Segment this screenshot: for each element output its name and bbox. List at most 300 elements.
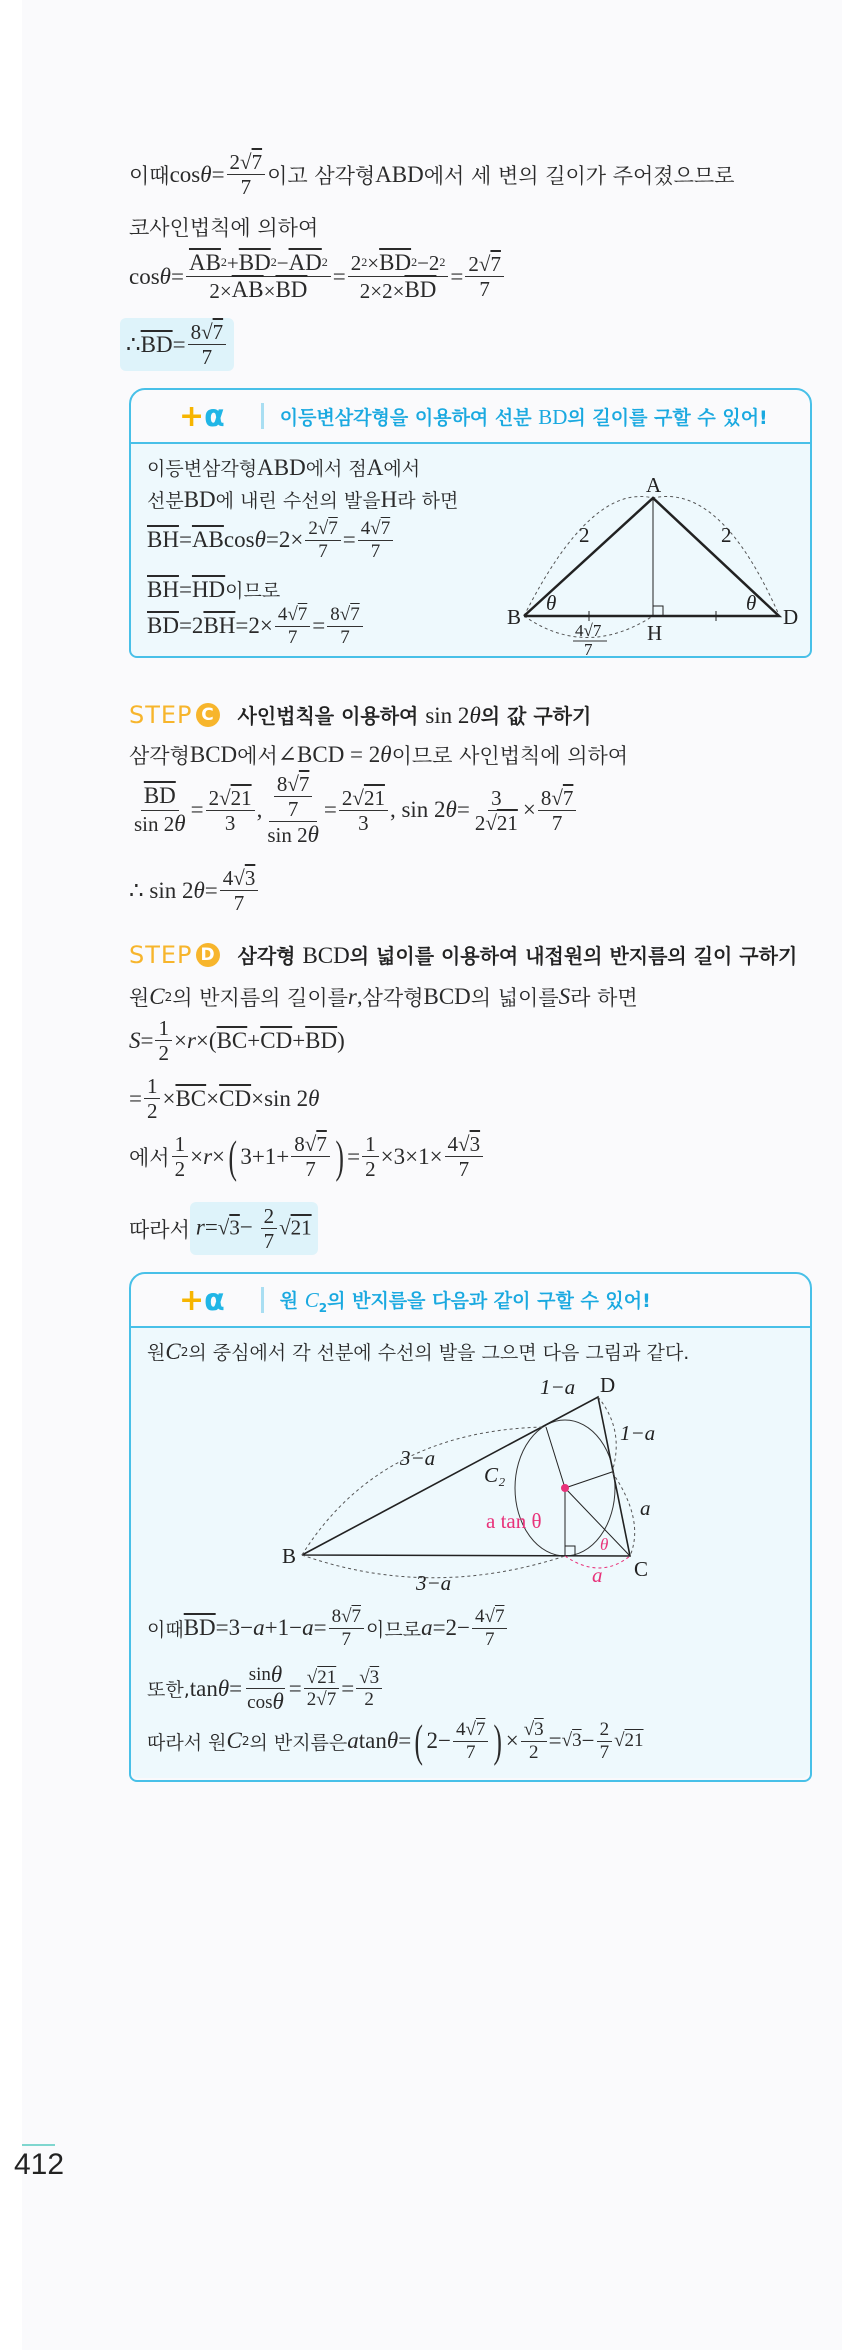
fraction bbox=[227, 150, 266, 199]
text-run: 코사인법칙에 의하여 bbox=[129, 216, 319, 240]
math-variable: θ bbox=[445, 797, 457, 823]
math-text: = bbox=[211, 161, 225, 187]
square-root bbox=[340, 604, 360, 626]
text-run: 8 bbox=[330, 604, 340, 625]
text-run: 의 반지름은 bbox=[249, 1731, 348, 1754]
radical-sign: √ bbox=[458, 1132, 470, 1156]
text-run: 2 bbox=[468, 252, 479, 277]
math-text: = bbox=[323, 797, 337, 823]
radicand: 3 bbox=[369, 1666, 380, 1688]
text-run: 2× bbox=[209, 278, 232, 303]
numerator bbox=[186, 250, 331, 277]
tip-header bbox=[131, 390, 810, 444]
label-c2: C₂ bbox=[484, 1463, 506, 1487]
right-angle-mark bbox=[653, 606, 663, 616]
math-variable: θ bbox=[159, 263, 171, 289]
text-run: 에서 세 변의 길이가 주어졌으므로 bbox=[423, 163, 735, 188]
right-angle-mark bbox=[565, 1546, 575, 1556]
segment-overline: $\overline{BD}$ bbox=[140, 331, 173, 357]
area-equation-2 bbox=[129, 1074, 319, 1123]
segment-overline: $\overline{BD}$ bbox=[183, 1615, 216, 1641]
numerator bbox=[348, 250, 449, 277]
math-variable: C bbox=[165, 1338, 181, 1364]
segment-overline: $\overline{AD}$ bbox=[288, 250, 322, 275]
math-text: ∴ bbox=[126, 331, 141, 357]
math-variable: θ bbox=[193, 877, 205, 903]
math-text: = bbox=[341, 1675, 355, 1701]
square-root bbox=[287, 604, 307, 626]
math-text: BD bbox=[183, 486, 216, 512]
math-text: , bbox=[356, 984, 363, 1009]
math-text: = bbox=[347, 1143, 361, 1169]
fraction bbox=[188, 320, 227, 369]
label-h: H bbox=[647, 621, 663, 645]
fraction bbox=[358, 518, 393, 563]
radical-sign: √ bbox=[523, 1718, 535, 1740]
text-run: 7 bbox=[458, 1157, 470, 1182]
numerator bbox=[362, 1132, 379, 1157]
math-text: = bbox=[170, 263, 184, 289]
denominator bbox=[476, 277, 493, 301]
segment-overline: $\overline{CD}$ bbox=[219, 1085, 252, 1111]
math-text: BCD bbox=[302, 943, 350, 968]
bd-result-highlight bbox=[120, 318, 234, 371]
segment-overline: $\overline{BD}$ bbox=[404, 277, 437, 303]
math-text: = bbox=[178, 576, 192, 602]
radicand: 7 bbox=[490, 252, 501, 277]
fraction bbox=[445, 1132, 484, 1181]
square-root bbox=[201, 320, 223, 344]
math-text: + bbox=[292, 1027, 306, 1053]
numerator bbox=[269, 772, 318, 822]
segment-overline: $\overline{BC}$ bbox=[216, 1027, 248, 1053]
radical-sign: √ bbox=[465, 1718, 476, 1740]
text-run: 7 bbox=[263, 1229, 275, 1254]
radical-sign: √ bbox=[561, 1730, 573, 1751]
denominator bbox=[244, 1689, 287, 1715]
segment-overline: $\overline{BH}$ bbox=[203, 613, 236, 639]
subscript: 2 bbox=[180, 1344, 189, 1359]
numerator bbox=[305, 518, 340, 541]
text-run: 삼각형 bbox=[237, 944, 303, 968]
fraction bbox=[305, 518, 340, 563]
superscript: 2 bbox=[411, 255, 418, 270]
denominator bbox=[222, 811, 239, 835]
numerator bbox=[188, 320, 227, 345]
segment-overline: $\overline{AB}$ bbox=[231, 277, 264, 303]
text-run: 2 bbox=[599, 1718, 610, 1740]
radicand: 21 bbox=[230, 785, 252, 810]
numerator bbox=[453, 1719, 488, 1742]
math-text: tan bbox=[358, 1728, 387, 1753]
math-variable: C bbox=[226, 1728, 242, 1753]
denominator bbox=[144, 1099, 161, 1123]
segment-overline: $\overline{BD}$ bbox=[379, 250, 412, 275]
radicand: 7 bbox=[316, 1132, 327, 1156]
tip-title bbox=[280, 1286, 651, 1315]
square-root bbox=[370, 518, 390, 540]
text-run: 의 길이를 구할 수 있어! bbox=[567, 406, 768, 429]
math-text: = bbox=[172, 331, 186, 357]
alpha-icon: α bbox=[204, 398, 225, 434]
page-number-rule bbox=[22, 2144, 55, 2146]
angle-b-label: θ bbox=[546, 591, 557, 615]
tip-box-isosceles bbox=[129, 388, 812, 658]
text-run: 원 bbox=[279, 1289, 305, 1312]
denominator bbox=[339, 1629, 355, 1651]
radicand: 7 bbox=[380, 518, 391, 539]
radical-sign: √ bbox=[352, 785, 364, 810]
sine-law-equation bbox=[129, 772, 578, 849]
segment-overline: $\overline{BH}$ bbox=[147, 576, 179, 602]
radical-sign: √ bbox=[614, 1730, 625, 1751]
text-run: 의 반지름을 다음과 같이 구할 수 있어! bbox=[327, 1289, 651, 1312]
segment-overline: $\overline{BC}$ bbox=[175, 1085, 207, 1111]
text-run: 1 bbox=[146, 1074, 158, 1098]
text-run: 4 bbox=[475, 1606, 485, 1627]
segment-overline: $\overline{BD}$ bbox=[238, 250, 271, 275]
denominator bbox=[172, 1157, 189, 1181]
text-run: 7 bbox=[240, 175, 252, 200]
square-root bbox=[218, 1216, 240, 1240]
text-run: 3 bbox=[358, 810, 369, 835]
math-variable: a bbox=[253, 1615, 265, 1641]
text-run: 이때 bbox=[147, 1618, 184, 1641]
math-text: = bbox=[398, 1728, 412, 1753]
text-run: 이등변삼각형 bbox=[147, 458, 258, 480]
triangle-abd bbox=[524, 498, 779, 616]
text-run: 2 bbox=[146, 1099, 158, 1124]
angle-d-label: θ bbox=[746, 591, 757, 615]
math-text: tan bbox=[189, 1675, 218, 1701]
text-run: 삼각형 bbox=[129, 744, 190, 768]
tip-line bbox=[147, 518, 395, 563]
label-ad-length: 2 bbox=[721, 523, 732, 547]
dim-arc-sides bbox=[524, 496, 779, 616]
radicand: 7 bbox=[297, 604, 308, 625]
fraction bbox=[538, 786, 577, 835]
numerator bbox=[172, 1132, 189, 1157]
math-text: 3+1+ bbox=[240, 1143, 290, 1169]
plus-icon: + bbox=[179, 1282, 205, 1318]
text-run: 의 값 구하기 bbox=[480, 704, 592, 728]
text-run: 2 bbox=[308, 518, 318, 539]
math-variable: θ bbox=[217, 1675, 230, 1701]
square-root bbox=[562, 1730, 582, 1752]
math-variable: θ bbox=[380, 742, 392, 767]
tip-line-final bbox=[147, 1715, 644, 1766]
fraction bbox=[597, 1719, 613, 1764]
radicand: 3 bbox=[469, 1132, 481, 1156]
math-variable: θ bbox=[270, 1662, 283, 1687]
math-text: =3− bbox=[215, 1615, 254, 1641]
fraction bbox=[304, 1667, 339, 1712]
numerator bbox=[521, 1719, 547, 1742]
text-run: 따라서 bbox=[129, 1217, 190, 1242]
square-root bbox=[352, 786, 385, 810]
radicand: 7 bbox=[562, 785, 574, 810]
text-run: 2 bbox=[174, 1157, 186, 1182]
text-run: 7 bbox=[599, 1741, 610, 1763]
numerator bbox=[220, 866, 259, 891]
fraction bbox=[275, 604, 310, 649]
math-text: = bbox=[129, 1085, 142, 1111]
step-title bbox=[238, 700, 592, 729]
text-run: 7 bbox=[305, 1157, 316, 1182]
segment-overline: $\overline{BD}$ bbox=[147, 613, 179, 639]
numerator bbox=[597, 1719, 613, 1742]
math-text: , bbox=[256, 797, 263, 823]
text-run: 1 bbox=[174, 1132, 186, 1156]
square-root bbox=[485, 811, 518, 835]
label-a: A bbox=[646, 473, 662, 497]
denominator bbox=[131, 811, 189, 837]
math-text: 2− bbox=[426, 1728, 451, 1753]
label-1-minus-a: 1−a bbox=[540, 1375, 576, 1399]
cosine-law-equation bbox=[129, 250, 506, 304]
radical-sign: √ bbox=[341, 1606, 352, 1627]
text-run: 이므로 bbox=[225, 580, 281, 602]
text-run: 이때 bbox=[129, 163, 170, 188]
radicand: 3 bbox=[534, 1718, 544, 1740]
text-run: 7 bbox=[370, 540, 381, 562]
fraction bbox=[472, 786, 521, 835]
superscript: 2 bbox=[321, 255, 328, 270]
numerator bbox=[227, 150, 266, 175]
radical-sign: √ bbox=[339, 604, 351, 625]
math-variable: r bbox=[195, 1214, 205, 1240]
square-root bbox=[305, 1132, 327, 1156]
isosceles-triangle-diagram bbox=[491, 444, 811, 656]
square-root bbox=[485, 1606, 505, 1628]
math-text: = bbox=[288, 1675, 302, 1701]
math-text: = bbox=[450, 263, 464, 289]
text-run: cos bbox=[247, 1691, 273, 1713]
square-root bbox=[458, 1132, 480, 1156]
radical-sign: √ bbox=[287, 604, 298, 625]
step-d-line bbox=[129, 982, 638, 1012]
math-text: × bbox=[162, 1085, 176, 1111]
denominator bbox=[456, 1157, 473, 1181]
fraction bbox=[131, 783, 189, 837]
numerator bbox=[472, 1606, 507, 1629]
math-text: − bbox=[239, 1214, 259, 1240]
incircle-diagram bbox=[281, 1370, 701, 1598]
label-a-pink: a bbox=[592, 1563, 603, 1587]
text-run: 2 bbox=[208, 785, 220, 810]
denominator bbox=[597, 1742, 613, 1764]
numerator bbox=[144, 1074, 161, 1099]
math-text: sin 2 bbox=[425, 703, 470, 728]
label-a: a bbox=[640, 1496, 651, 1520]
math-text: + bbox=[247, 1027, 261, 1053]
tip-line bbox=[147, 486, 458, 513]
text-run: 4 bbox=[447, 1132, 459, 1156]
text-run: 7 bbox=[287, 626, 298, 648]
denominator bbox=[264, 822, 322, 848]
area-equation-3 bbox=[129, 1132, 485, 1181]
text-run: 2 bbox=[341, 785, 353, 810]
fraction bbox=[339, 786, 388, 835]
text-run: sin 2 bbox=[134, 812, 175, 836]
square-root bbox=[279, 1216, 312, 1240]
math-variable: S bbox=[558, 984, 571, 1009]
math-text: = bbox=[229, 1675, 243, 1701]
superscript: 2 bbox=[220, 255, 227, 270]
denominator bbox=[355, 811, 372, 835]
radicand: 7 bbox=[350, 604, 360, 625]
square-root bbox=[316, 1689, 336, 1711]
text-run: 에서 bbox=[383, 458, 421, 480]
math-text: = bbox=[456, 797, 470, 823]
radical-sign: √ bbox=[287, 772, 299, 796]
text-run: 8 bbox=[540, 785, 552, 810]
text-run: 의 넓이를 이용하여 내접원의 반지름의 길이 구하기 bbox=[349, 944, 798, 968]
numerator bbox=[445, 1132, 484, 1157]
radicand: 3 bbox=[244, 866, 256, 890]
math-text: ∠BCD = 2 bbox=[277, 742, 381, 767]
segment-overline: $\overline{AB}$ bbox=[191, 527, 224, 553]
text-run: 이고 삼각형 bbox=[267, 163, 376, 188]
radicand: 21 bbox=[317, 1666, 337, 1688]
denominator bbox=[285, 797, 302, 821]
fraction bbox=[261, 1204, 278, 1253]
text-run: 따라서 원 bbox=[147, 1731, 227, 1754]
segment-overline: $\overline{BD}$ bbox=[275, 277, 308, 303]
text-run: 원 bbox=[147, 1342, 166, 1364]
text-run: × bbox=[263, 278, 276, 303]
step-label: STEP bbox=[129, 940, 193, 969]
square-root bbox=[341, 1606, 361, 1628]
math-text: ×( bbox=[195, 1027, 217, 1053]
math-text: × bbox=[212, 1143, 225, 1169]
math-variable: θ bbox=[386, 1728, 399, 1753]
radical-sign: √ bbox=[484, 1606, 495, 1627]
page-number: 412 bbox=[14, 2148, 65, 2181]
numerator bbox=[206, 786, 255, 811]
square-root bbox=[359, 1667, 379, 1689]
numerator bbox=[274, 772, 313, 797]
radical-sign: √ bbox=[201, 320, 213, 344]
math-variable: S bbox=[129, 1027, 141, 1053]
text-run: 7 bbox=[340, 626, 350, 648]
math-variable: θ bbox=[254, 527, 266, 553]
text-run: × bbox=[367, 251, 380, 276]
tip-line bbox=[147, 1662, 384, 1716]
radicand: 21 bbox=[363, 785, 385, 810]
math-text: BD bbox=[538, 404, 568, 429]
fraction bbox=[244, 1662, 287, 1716]
math-text: H bbox=[380, 486, 398, 512]
denominator bbox=[199, 345, 216, 369]
denominator bbox=[357, 277, 440, 303]
text-run: 4 bbox=[360, 518, 371, 539]
fraction bbox=[356, 1667, 382, 1712]
fraction bbox=[521, 1719, 547, 1764]
radical-sign: √ bbox=[359, 1666, 370, 1688]
fraction bbox=[155, 1016, 172, 1065]
denominator bbox=[463, 1742, 479, 1764]
radicand: 7 bbox=[351, 1606, 361, 1627]
square-root bbox=[307, 1667, 336, 1689]
math-text: = bbox=[204, 877, 218, 903]
math-text: cos bbox=[223, 527, 255, 553]
label-ab-length: 2 bbox=[579, 523, 590, 547]
incenter-dot bbox=[561, 1484, 569, 1492]
math-text: = bbox=[548, 1728, 562, 1753]
radicand: 21 bbox=[624, 1730, 644, 1751]
math-variable: a bbox=[347, 1728, 359, 1753]
radical-sign: √ bbox=[240, 150, 252, 174]
math-text: BCD bbox=[189, 742, 238, 767]
label-c: C bbox=[634, 1557, 649, 1581]
math-text: ∴ sin 2 bbox=[129, 877, 194, 903]
radical-sign: √ bbox=[304, 1132, 317, 1156]
text-run: + bbox=[226, 251, 239, 276]
text-run: − bbox=[276, 251, 289, 276]
denominator bbox=[315, 541, 331, 563]
math-text: ABD bbox=[375, 161, 424, 187]
text-run: −2 bbox=[417, 251, 440, 276]
math-text: ) bbox=[337, 1027, 345, 1053]
math-text: , sin 2 bbox=[389, 797, 446, 823]
tip-body bbox=[131, 444, 810, 656]
text-run: sin 2 bbox=[267, 823, 308, 848]
math-text: = bbox=[342, 527, 356, 553]
fraction bbox=[472, 1606, 507, 1651]
tip-line bbox=[147, 1338, 689, 1365]
step-title bbox=[238, 940, 798, 969]
text-run: 2 bbox=[229, 150, 241, 174]
radical-sign: √ bbox=[306, 1666, 318, 1688]
radical-sign: √ bbox=[279, 1215, 291, 1240]
numerator bbox=[141, 783, 179, 810]
fraction bbox=[274, 772, 313, 821]
fraction bbox=[291, 1132, 330, 1181]
radicand: 3 bbox=[229, 1215, 240, 1240]
text-run: 이므로 bbox=[366, 1618, 422, 1641]
math-text: = bbox=[178, 527, 192, 553]
angle-c-label: θ bbox=[600, 1535, 609, 1554]
square-root bbox=[233, 866, 255, 890]
text-run: 4 bbox=[455, 1718, 466, 1740]
square-root bbox=[479, 252, 501, 276]
text-run: 의 넓이를 bbox=[470, 986, 559, 1010]
text-run: 에서 bbox=[129, 1145, 170, 1170]
tip-line bbox=[147, 1606, 509, 1651]
text-run: 7 bbox=[233, 891, 245, 916]
radical-sign: √ bbox=[478, 252, 491, 277]
radicand: 7 bbox=[326, 1689, 337, 1711]
text-run: 8 bbox=[276, 772, 288, 796]
square-root bbox=[219, 786, 252, 810]
text-run: 2 bbox=[263, 1204, 275, 1228]
square-root bbox=[318, 518, 338, 540]
numerator bbox=[304, 1667, 339, 1690]
math-text: × bbox=[190, 1143, 204, 1169]
math-variable: θ bbox=[469, 703, 481, 728]
square-root bbox=[240, 150, 262, 174]
label-b: B bbox=[507, 605, 522, 629]
text-run: 2 bbox=[474, 810, 486, 835]
text-run: 선분 bbox=[147, 490, 184, 512]
math-text: = bbox=[190, 797, 204, 823]
denominator bbox=[526, 1742, 542, 1764]
label-1-minus-a: 1−a bbox=[620, 1421, 656, 1445]
denominator bbox=[238, 175, 255, 199]
segment-overline: $\overline{AB}$ bbox=[188, 250, 221, 275]
text-run: 삼각형 bbox=[362, 986, 424, 1010]
